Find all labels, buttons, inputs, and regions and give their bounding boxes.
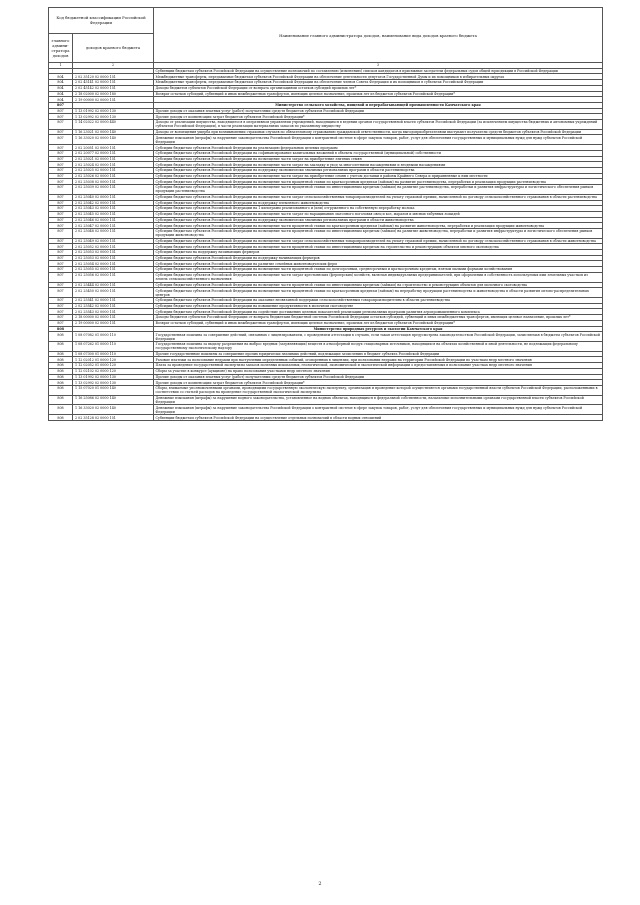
name-cell: Субсидии бюджетам субъектов Российской Федерации на возмещение части процентной ставки по инвестиционным кредитам (займам) на развитие животноводства, переработки и развития инфраструктуры и логистического обеспечения рынков продукции животноводства [154, 228, 603, 238]
name-cell: Денежные взыскания (штрафы) за нарушение водного законодательства, установленное на водных объектах, находящихся в федеральной собственности, налагаемые исполнительными органами государственной власти субъектов Российской Федерации [154, 395, 603, 405]
income-code-cell: 2 02 25056 02 0000 151 [73, 272, 154, 282]
income-code-cell: 2 02 25024 02 0000 151 [73, 162, 154, 168]
admin-code-cell: 807 [49, 129, 73, 135]
admin-code-cell: 807 [49, 200, 73, 206]
income-code-cell: 2 02 25541 02 0000 151 [73, 298, 154, 304]
admin-code-cell: 807 [49, 303, 73, 309]
name-cell: Министерство природных ресурсов и экологии Камчатского края [154, 326, 603, 332]
table-row [49, 272, 603, 282]
admin-code-cell: 808 [49, 351, 73, 357]
income-code-cell: 2 02 25444 02 0000 151 [73, 282, 154, 288]
admin-code-cell: 807 [49, 194, 73, 200]
admin-code-cell: 808 [49, 363, 73, 369]
income-code-cell: 2 02 25450 02 0000 151 [73, 288, 154, 298]
income-code-cell: 2 02 25049 02 0000 151 [73, 238, 154, 244]
admin-code-cell: 808 [49, 374, 73, 380]
header-code-group: Код бюджетной классификации Российской Федерации [49, 8, 154, 34]
name-cell: Прочие государственные пошлины за совершение прочих юридически значимых действий, подлежащие зачислению в бюджет субъекта Российской Федерации [154, 351, 603, 357]
column-number: 1 [49, 63, 73, 69]
income-code-cell: 2 02 25053 02 0000 151 [73, 255, 154, 261]
admin-code-cell: 807 [49, 145, 73, 151]
admin-code-cell: 807 [49, 217, 73, 223]
admin-code-cell: 804 [49, 74, 73, 80]
admin-code-cell: 804 [49, 97, 73, 103]
income-code-cell: 1 08 07300 01 0000 110 [73, 351, 154, 357]
admin-code-cell: 807 [49, 102, 73, 108]
admin-code-cell: 807 [49, 228, 73, 238]
admin-code-cell: 807 [49, 114, 73, 120]
admin-code-cell: 807 [49, 179, 73, 185]
name-cell: Субсидии бюджетам субъектов Российской Федерации на возмещение части процентной ставки по краткосрочным кредитам (займам) на переработку продукции растениеводства и животноводства в области развития оптово-распределительных центров [154, 288, 603, 298]
admin-code-cell: 807 [49, 108, 73, 114]
income-code-cell: 1 16 33020 02 0000 140 [73, 405, 154, 415]
income-code-cell: 1 12 02052 01 0000 120 [73, 363, 154, 369]
admin-code-cell: 807 [49, 288, 73, 298]
income-code-cell: 1 16 25086 02 0000 140 [73, 395, 154, 405]
name-cell: Денежные взыскания (штрафы) за нарушение законодательства Российской Федерации о контрактной системе в сфере закупок товаров, работ, услуг для обеспечения государственных и муниципальных нужд для нужд субъектов Российской Федерации [154, 405, 603, 415]
income-code-cell: 1 08 07082 01 0000 110 [73, 332, 154, 342]
income-code-cell: 2 02 25021 02 0000 151 [73, 156, 154, 162]
name-cell: Субсидии бюджетам субъектов Российской Федерации на повышение продуктивности в молочном скотоводстве [154, 303, 603, 309]
name-cell: Субсидии бюджетам субъектов Российской Федерации на возмещение части процентной ставки по инвестиционным кредитам на строительство и реконструкцию объектов мясного скотоводства [154, 244, 603, 250]
table-row [49, 135, 603, 145]
name-cell: Субвенции бюджетам субъектов Российской Федерации на осуществление отдельных полномочий в области водных отношений [154, 415, 603, 421]
income-code-cell: 1 13 01992 02 0000 130 [73, 374, 154, 380]
table-row [49, 228, 603, 238]
name-cell: Министерство сельского хозяйства, пищевой и перерабатывающей промышленности Камчатского края [154, 102, 603, 108]
name-cell: Субсидии бюджетам субъектов Российской Федерации на реализацию федеральных целевых программ [154, 145, 603, 151]
income-code-cell: 1 08 07262 01 0000 110 [73, 342, 154, 352]
name-cell: Субсидии бюджетам субъектов Российской Федерации на возмещение части процентной ставки по краткосрочным кредитам (займам) на развитие растениеводства, переработки и реализации продукции растениеводства [154, 179, 603, 185]
name-cell: Субсидии бюджетам субъектов Российской Федерации на поддержку племенного животноводства [154, 200, 603, 206]
income-code-cell: 2 02 35120 02 0000 151 [73, 74, 154, 80]
header-name: Наименование главного администратора доходов, наименование вида доходов краевого бюджета [154, 8, 603, 63]
name-cell: Субсидии бюджетам субъектов Российской Федерации на возмещение части затрат на закладку и уход за многолетними насаждениями и ягодными насаждениями [154, 162, 603, 168]
admin-code-cell: 807 [49, 185, 73, 195]
name-cell: Прочие доходы от оказания платных услуг (работ) получателями средств бюджетов субъектов Российской Федерации [154, 108, 603, 114]
income-code-cell: 1 16 33020 02 0000 140 [73, 135, 154, 145]
name-cell: Сборы, взимаемые уполномоченными органами, проводящими государственную экологическую экспертизу, организация и проведение которой осуществляется органами государственной власти субъектов Российской Федерации, расположенными в соответствии со статьей расходов на проведение государственной экологической экспертизы [154, 385, 603, 395]
income-code-cell: 2 02 25543 02 0000 151 [73, 309, 154, 315]
admin-code-cell: 808 [49, 380, 73, 386]
name-cell: Субсидии бюджетам субъектов Российской Федерации на возмещение части процентной ставки по краткосрочным кредитам (займам) на развитие животноводства, переработки и реализации продукции животноводства [154, 223, 603, 229]
income-code-cell: 2 02 25043 02 0000 151 [73, 206, 154, 212]
admin-code-cell: 808 [49, 405, 73, 415]
name-cell: Государственная пошлина за совершение действий, связанных с лицензированием, с проведением аттестации в случаях, если такая аттестация предусмотрена законодательством Российской Федерации, зачисляемая в бюджеты субъектов Российской Федерации [154, 332, 603, 342]
name-cell: Субсидии бюджетам субъектов Российской Федерации на возмещение части затрат на приобретение элитных семян [154, 156, 603, 162]
income-code-cell: 2 02 35128 02 0000 151 [73, 415, 154, 421]
table-row [49, 415, 603, 421]
name-cell: Доходы бюджетов субъектов Российской Федерации от возврата организациями остатков субсидий прошлых лет* [154, 85, 603, 91]
name-cell: Субсидии бюджетам субъектов Российской Федерации на возмещение части затрат по наращиванию маточного поголовья овец и коз, маралов и мясных табунных лошадей [154, 211, 603, 217]
income-code-cell: 2 02 25053 02 0000 151 [73, 250, 154, 256]
income-code-cell: 2 02 25040 02 0000 151 [73, 194, 154, 200]
admin-code-cell: 807 [49, 272, 73, 282]
name-cell: Субсидии бюджетам субъектов Российской Федерации на поддержку начинающих фермеров [154, 255, 603, 261]
name-cell: Субсидии бюджетам субъектов Российской Федерации на возмещение части процентной ставки по долгосрочным, среднесрочным и краткосрочным кредитам, взятым малыми формами хозяйствования [154, 267, 603, 273]
name-cell: Прочие доходы от компенсации затрат бюджетов субъектов Российской Федерации* [154, 380, 603, 386]
income-code-cell: 2 02 25047 02 0000 151 [73, 223, 154, 229]
admin-code-cell: 807 [49, 167, 73, 173]
admin-code-cell: 807 [49, 320, 73, 326]
admin-code-cell: 807 [49, 162, 73, 168]
admin-code-cell: 807 [49, 282, 73, 288]
income-code-cell: 1 13 02992 02 0000 130 [73, 114, 154, 120]
income-code-cell: 2 02 25045 02 0000 151 [73, 211, 154, 217]
admin-code-cell: 808 [49, 368, 73, 374]
income-code-cell: 2 02 25026 02 0000 151 [73, 173, 154, 179]
admin-code-cell: 804 [49, 91, 73, 97]
income-code-cell: 1 13 01992 02 0000 130 [73, 108, 154, 114]
name-cell: Субсидии бюджетам на поддержку начинающих фермеров [154, 250, 603, 256]
admin-code-cell: 808 [49, 385, 73, 395]
name-cell: Доходы от возмещения ущерба при возникновении страховых случаев по обязательному страхованию гражданской ответственности, когда выгодоприобретателями выступают получатели средств бюджетов субъектов Российской Федерации [154, 129, 603, 135]
name-cell: Субсидии бюджетам субъектов Российской Федерации на возмещение части затрат сельскохозяйственных товаропроизводителей на уплату страховой премии, начисленной по договору сельскохозяйственного страхования в области животноводства [154, 238, 603, 244]
name-cell: Прочие доходы от компенсации затрат бюджетов субъектов Российской Федерации* [154, 114, 603, 120]
admin-code-cell: 807 [49, 309, 73, 315]
admin-code-cell: 807 [49, 238, 73, 244]
column-number: 2 [73, 63, 154, 69]
name-cell: Субсидии бюджетам субъектов Российской Федерации на поддержку экономически значимых региональных программ в области животноводства [154, 217, 603, 223]
name-cell: Государственная пошлина за выдачу разрешения на выброс вредных (загрязняющих) веществ в атмосферный воздух стационарных источников, находящихся на объектах хозяйственной и иной деятельности, не подлежащих федеральному государственному экологическому надзору [154, 342, 603, 352]
admin-code-cell: 807 [49, 250, 73, 256]
admin-code-cell: 807 [49, 244, 73, 250]
table-row [49, 119, 603, 129]
admin-code-cell: 808 [49, 342, 73, 352]
name-cell: Субсидии бюджетам субъектов Российской Федерации на 1 килограмм реализованного и (или) отгруженного на собственную переработку молока [154, 206, 603, 212]
table-row [49, 395, 603, 405]
name-cell: Межбюджетные трансферты, передаваемые бюджетам субъектов Российской Федерации на обеспечение деятельности депутатов Государственной Думы и их помощников в избирательных округах [154, 74, 603, 80]
income-code-cell: 2 02 25042 02 0000 151 [73, 200, 154, 206]
table-header-row [49, 8, 603, 34]
column-number: 3 [154, 63, 603, 69]
income-code-cell: 1 13 02992 02 0000 130 [73, 380, 154, 386]
admin-code-cell: 807 [49, 255, 73, 261]
header-admin: главного админи-стратора доходов [49, 33, 73, 63]
name-cell: Плата за проведение государственной экспертизы запасов полезных ископаемых, геологической, экономической и экологической информации о предоставляемых в пользование участках недр местного значения [154, 363, 603, 369]
name-cell: Сборы за участие в конкурсе (аукционе) на право пользования участками недр местного значения [154, 368, 603, 374]
admin-code-cell: 808 [49, 326, 73, 332]
name-cell: Межбюджетные трансферты, передаваемые бюджетам субъектов Российской Федерации на обеспечение членов Совета Федерации и их помощников в субъектах Российской Федерации [154, 80, 603, 86]
income-code-cell: 2 02 25039 02 0000 151 [73, 185, 154, 195]
name-cell: Возврат остатков субсидий, субвенций и иных межбюджетных трансфертов, имеющих целевое назначение, прошлых лет из бюджетов субъектов Российской Федерации* [154, 320, 603, 326]
admin-code-cell: 808 [49, 395, 73, 405]
name-cell: Разовые платежи за пользование недрами при наступлении определенных событий, оговоренных в лицензии, при пользовании недрами на территории Российской Федерации по участкам недр местного значения [154, 357, 603, 363]
name-cell: Субсидии бюджетам субъектов Российской Федерации на возмещение части затрат сельскохозяйственных товаропроизводителей на уплату страховой премии, начисленной по договору сельскохозяйственного страхования в области растениеводства [154, 194, 603, 200]
income-code-cell: 2 18 02000 02 0000 180 [73, 91, 154, 97]
income-code-cell: 1 15 07020 01 0000 140 [73, 385, 154, 395]
admin-code-cell: 807 [49, 135, 73, 145]
income-code-cell: 2 02 25025 02 0000 151 [73, 167, 154, 173]
income-code-cell: 2 02 45142 02 0000 151 [73, 85, 154, 91]
table-row [49, 405, 603, 415]
admin-code-cell: 807 [49, 211, 73, 217]
table-row [49, 288, 603, 298]
income-code-cell: 2 02 25048 02 0000 151 [73, 228, 154, 238]
name-cell: Доходы бюджетов субъектов Российской Федерации от возврата бюджетами бюджетной системы Российской Федерации остатков субсидий, субвенций и иных межбюджетных трансфертов, имеющих целевое назначение, прошлых лет* [154, 315, 603, 321]
page-number: 2 [318, 881, 322, 887]
income-code-cell: 2 19 00000 02 0000 151 [73, 320, 154, 326]
name-cell: Субвенции бюджетам субъектов Российской Федерации на осуществление полномочий по составлению (изменению) списков кандидатов в присяжные заседатели федеральных судов общей юрисдикции в Российской Федерации [154, 68, 603, 74]
name-cell: Субсидии бюджетам субъектов Российской Федерации на поддержку экономически значимых региональных программ в области растениеводства [154, 167, 603, 173]
admin-code-cell: 807 [49, 315, 73, 321]
name-cell: Субсидии бюджетам субъектов Российской Федерации на содействие достижению целевых показателей реализации региональных программ развития агропромышленного комплекса [154, 309, 603, 315]
admin-code-cell: 808 [49, 357, 73, 363]
name-cell: Субсидии бюджетам субъектов Российской Федерации на возмещение части затрат на приобретение семян с учетом доставки в районы Крайнего Севера и приравненные к ним местности [154, 173, 603, 179]
income-code-cell: 2 02 45141 02 0000 151 [73, 80, 154, 86]
admin-code-cell: 807 [49, 261, 73, 267]
name-cell: Субсидии бюджетам субъектов Российской Федерации на оказание несвязанной поддержки сельскохозяйственным товаропроизводителям в области растениеводства [154, 298, 603, 304]
admin-code-cell: 808 [49, 415, 73, 421]
income-code-cell: 2 18 00000 02 0000 151 [73, 315, 154, 321]
name-cell: Субсидии бюджетам субъектов Российской Федерации на возмещение части затрат крестьянских (фермерских) хозяйств, включая индивидуальных предпринимателей, при оформлении в собственность используемых ими земельных участков из земель сельскохозяйственного назначения [154, 272, 603, 282]
admin-code-cell: 807 [49, 298, 73, 304]
income-code-cell: 1 14 02022 02 0000 440 [73, 119, 154, 129]
admin-code-cell: 808 [49, 332, 73, 342]
name-cell: Возврат остатков субсидий, субвенций и иных межбюджетных трансфертов, имеющих целевое назначение, прошлых лет из бюджетов субъектов Российской Федерации* [154, 91, 603, 97]
table-row [49, 185, 603, 195]
income-code-cell: 2 02 25052 02 0000 151 [73, 244, 154, 250]
name-cell: Субсидии бюджетам субъектов Российской Федерации на возмещение части процентной ставки по инвестиционным кредитам (займам) на строительство и реконструкцию объектов для молочного скотоводства [154, 282, 603, 288]
name-cell: Субсидии бюджетам субъектов Российской Федерации на возмещение части процентной ставки по инвестиционным кредитам (займам) на развитие растениеводства, переработки и развития инфраструктуры и логистического обеспечения рынков продукции растениеводства [154, 185, 603, 195]
income-code-cell: 2 02 25055 02 0000 151 [73, 267, 154, 273]
income-code-cell: 1 12 02012 01 0000 120 [73, 357, 154, 363]
table-row [49, 342, 603, 352]
table-row [49, 332, 603, 342]
income-code-cell: 2 02 25046 02 0000 151 [73, 217, 154, 223]
admin-code-cell: 807 [49, 206, 73, 212]
income-code-cell: 2 02 25038 02 0000 151 [73, 179, 154, 185]
table-row [49, 385, 603, 395]
name-cell: Субсидии бюджетам субъектов Российской Федерации на софинансирование капитальных вложений в объекты государственной (муниципальной) собственности [154, 150, 603, 156]
income-code-cell: 2 19 00000 02 0000 151 [73, 97, 154, 103]
income-code-cell: 2 02 25542 02 0000 151 [73, 303, 154, 309]
revenue-classification-table [48, 7, 603, 421]
income-code-cell: 2 02 25054 02 0000 151 [73, 261, 154, 267]
admin-code-cell: 804 [49, 80, 73, 86]
name-cell: Доходы от реализации имущества, находящегося в оперативном управлении учреждений, находящихся в ведении органов государственной власти субъектов Российской Федерации (за исключением имущества бюджетных и автономных учреждений субъектов Российской Федерации), в части реализации материальных запасов по указанному имуществу [154, 119, 603, 129]
admin-code-cell: 807 [49, 173, 73, 179]
admin-code-cell: 807 [49, 156, 73, 162]
admin-code-cell: 807 [49, 119, 73, 129]
admin-code-cell: 807 [49, 267, 73, 273]
admin-code-cell: 804 [49, 85, 73, 91]
header-income: доходов краевого бюджета [73, 33, 154, 63]
name-cell: Субсидии бюджетам субъектов Российской Федерации на развитие семейных животноводческих ферм [154, 261, 603, 267]
admin-code-cell: 807 [49, 150, 73, 156]
income-code-cell: 1 12 02102 02 0000 120 [73, 368, 154, 374]
income-code-cell: 2 02 20051 02 0000 151 [73, 145, 154, 151]
name-cell: Денежные взыскания (штрафы) за нарушение законодательства Российской Федерации о контрактной системе в сфере закупок товаров, работ, услуг для обеспечения государственных и муниципальных нужд для нужд субъектов Российской Федерации [154, 135, 603, 145]
income-code-cell: 2 02 20077 02 0000 151 [73, 150, 154, 156]
income-code-cell: 1 16 23021 02 0000 140 [73, 129, 154, 135]
admin-code-cell: 807 [49, 223, 73, 229]
name-cell: Прочие доходы от оказания платных услуг (работ) получателями средств бюджетов субъектов Российской Федерации [154, 374, 603, 380]
